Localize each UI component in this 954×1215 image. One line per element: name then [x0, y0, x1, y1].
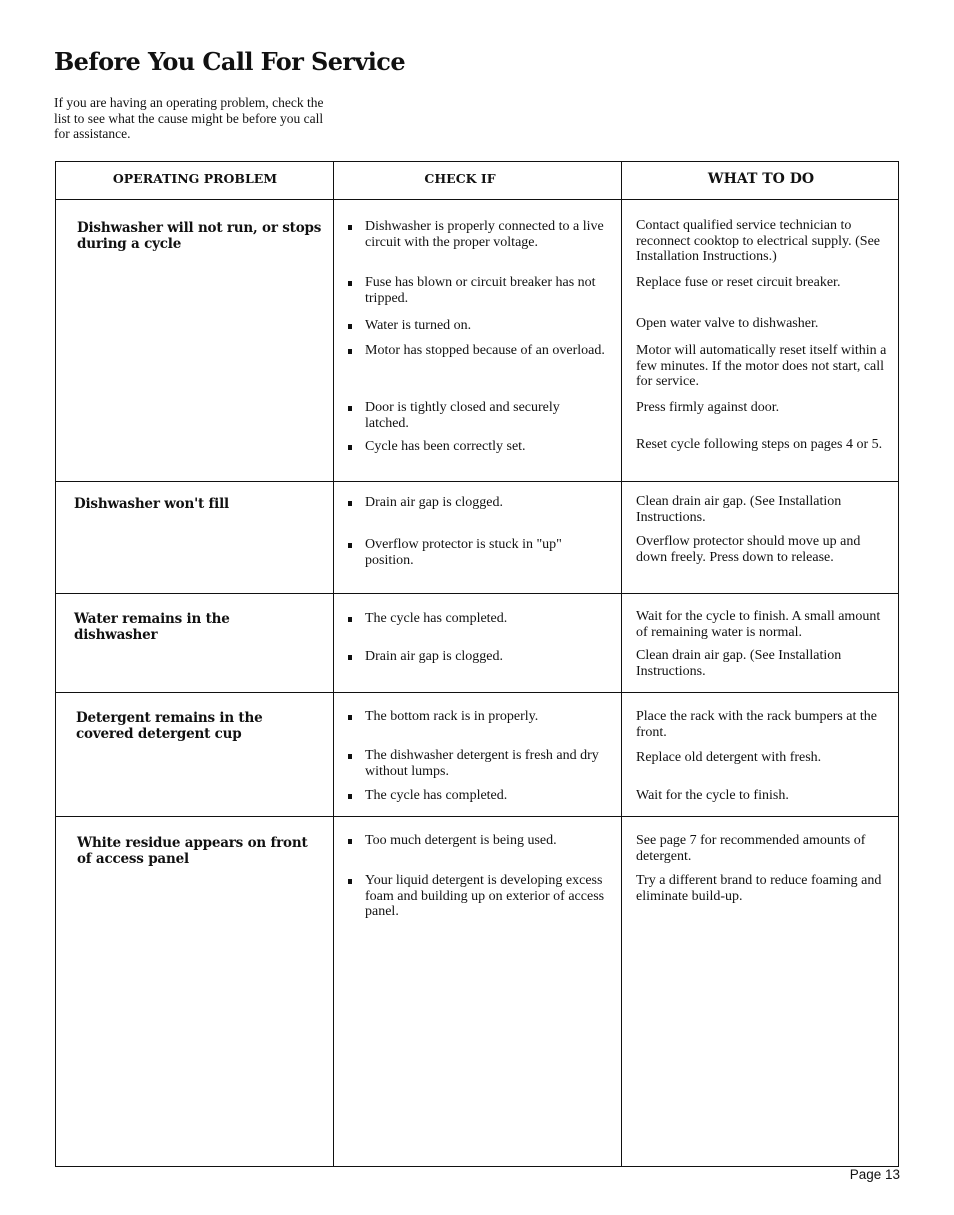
todo-item: Try a different brand to reduce foaming and eliminate build-up. [636, 873, 882, 904]
bullet-icon [348, 281, 352, 286]
todo-item: Wait for the cycle to finish. A small amount of remaining water is normal. [636, 609, 881, 640]
check-item: Water is turned on. [348, 318, 606, 334]
page-title: Before You Call For Service [54, 47, 405, 76]
problem-water-remains: Water remains in the dishwasher [74, 611, 230, 643]
todo-item: Replace old detergent with fresh. [636, 750, 822, 765]
check-item: The bottom rack is in properly. [348, 709, 606, 725]
bullet-icon [348, 225, 352, 230]
check-item: Too much detergent is being used. [348, 833, 606, 849]
header-divider [55, 199, 899, 200]
intro-text: If you are having an operating problem, check the list to see what the cause might be before you call for assistance. [54, 95, 324, 141]
todo-item: Replace fuse or reset circuit breaker. [636, 275, 841, 290]
check-item: Drain air gap is clogged. [348, 649, 606, 665]
header-check-if: CHECK IF [424, 171, 496, 186]
todo-item: Open water valve to dishwasher. [636, 316, 819, 331]
todo-item: Wait for the cycle to finish. [636, 788, 789, 803]
check-item: Drain air gap is clogged. [348, 495, 606, 511]
check-item: The cycle has completed. [348, 788, 606, 804]
page-number: Page 13 [849, 1167, 900, 1182]
check-item: Motor has stopped because of an overload. [348, 343, 606, 359]
header-operating-problem: OPERATING PROBLEM [112, 171, 278, 186]
section-divider [55, 481, 899, 482]
check-item: The cycle has completed. [348, 611, 606, 627]
check-item: The dishwasher detergent is fresh and dry without lumps. [348, 748, 606, 779]
bullet-icon [348, 715, 352, 720]
bullet-icon [348, 543, 352, 548]
bullet-icon [348, 445, 352, 450]
bullet-icon [348, 754, 352, 759]
todo-item: Contact qualified service technician to reconnect cooktop to electrical supply. (See Installation Instructions.) [636, 218, 880, 264]
bullet-icon [348, 839, 352, 844]
bullet-icon [348, 879, 352, 884]
todo-item: Motor will automatically reset itself within a few minutes. If the motor does not start, call for service. [636, 343, 887, 389]
todo-item: Reset cycle following steps on pages 4 or 5. [636, 437, 883, 452]
check-item: Door is tightly closed and securely latched. [348, 400, 606, 431]
bullet-icon [348, 617, 352, 622]
section-divider [55, 692, 899, 693]
check-item: Overflow protector is stuck in "up" position. [348, 537, 606, 568]
bullet-icon [348, 349, 352, 354]
header-what-to-do: WHAT TO DO [707, 171, 815, 187]
check-item: Your liquid detergent is developing excess foam and building up on exterior of access panel. [348, 873, 606, 920]
bullet-icon [348, 324, 352, 329]
todo-item: Clean drain air gap. (See Installation Instructions. [636, 494, 842, 525]
bullet-icon [348, 406, 352, 411]
check-item: Cycle has been correctly set. [348, 439, 606, 455]
todo-item: Press firmly against door. [636, 400, 780, 415]
check-item: Fuse has blown or circuit breaker has not tripped. [348, 275, 606, 306]
problem-detergent-remains: Detergent remains in the covered detergent cup [76, 710, 263, 742]
problem-wont-fill: Dishwasher won't fill [74, 496, 229, 512]
todo-item: Place the rack with the rack bumpers at the front. [636, 709, 878, 740]
bullet-icon [348, 501, 352, 506]
todo-item: Clean drain air gap. (See Installation Instructions. [636, 648, 842, 679]
problem-white-residue: White residue appears on front of access panel [77, 835, 308, 867]
check-item: Dishwasher is properly connected to a live circuit with the proper voltage. [348, 219, 606, 250]
todo-item: Overflow protector should move up and down freely. Press down to release. [636, 534, 861, 565]
todo-item: See page 7 for recommended amounts of detergent. [636, 833, 866, 864]
column-divider [621, 161, 622, 1167]
column-divider [333, 161, 334, 1167]
section-divider [55, 593, 899, 594]
bullet-icon [348, 794, 352, 799]
section-divider [55, 816, 899, 817]
bullet-icon [348, 655, 352, 660]
problem-will-not-run: Dishwasher will not run, or stops during a cycle [77, 220, 322, 252]
